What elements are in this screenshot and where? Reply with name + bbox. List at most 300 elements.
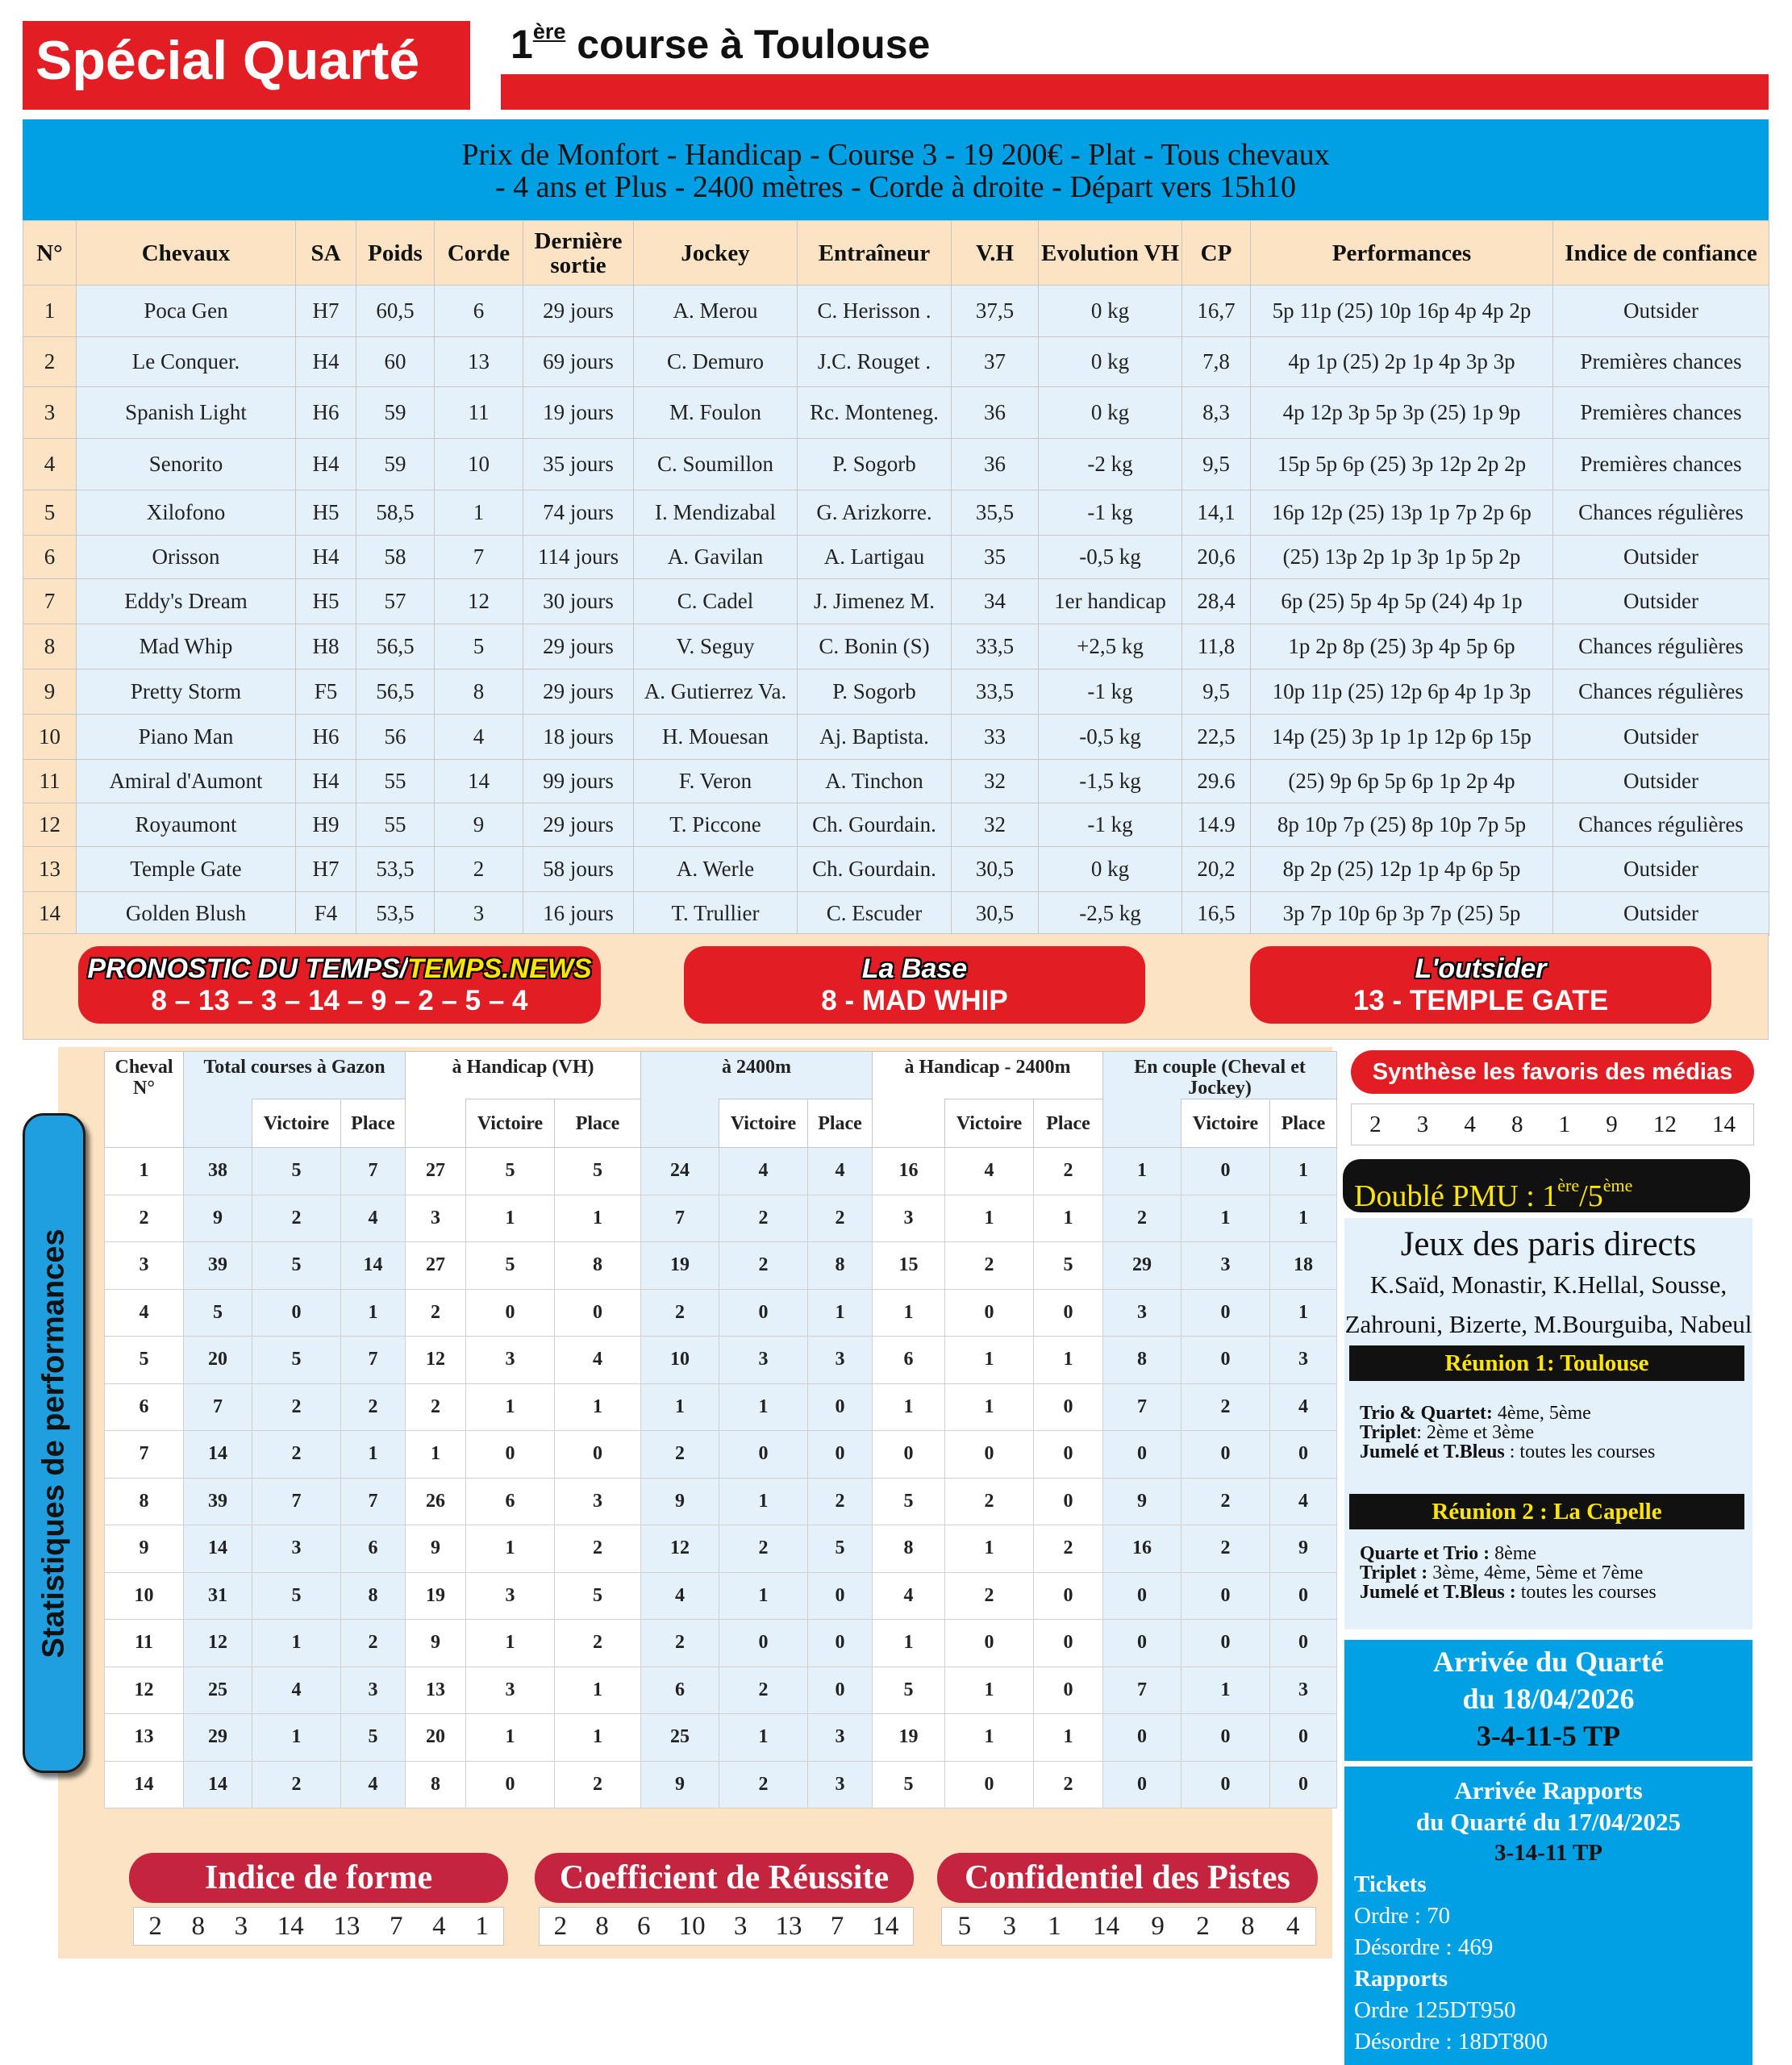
runner-cell: -1 kg (1039, 803, 1182, 847)
stats-cell: 1 (808, 1289, 873, 1337)
stats-cell: 18 (1270, 1242, 1337, 1290)
stats-cell: 4 (719, 1148, 808, 1195)
runner-cell: 11,8 (1182, 624, 1251, 670)
stats-row (105, 1289, 1337, 1337)
reunion1-title: Réunion 1: Toulouse (1349, 1345, 1744, 1381)
runner-cell: -1,5 kg (1039, 760, 1182, 803)
tickets-ordre: Ordre : 70 (1354, 1903, 1451, 1929)
stats-cell: 8 (555, 1242, 641, 1290)
runner-cell: Senorito (77, 439, 296, 490)
stats-cell: 1 (406, 1431, 466, 1479)
runner-cell: H. Mouesan (634, 715, 798, 760)
stats-cell: 5 (252, 1242, 341, 1290)
jeux-line2: Zahrouni, Bizerte, M.Bourguiba, Nabeul (1344, 1310, 1752, 1338)
stats-cell: 2 (252, 1761, 341, 1808)
stats-cell: 0 (808, 1383, 873, 1431)
stats-cell: 0 (808, 1572, 873, 1620)
stats-row (105, 1337, 1337, 1384)
runner-cell: 19 jours (523, 387, 634, 439)
stats-cell: 1 (873, 1289, 945, 1337)
runner-cell: 14 (23, 892, 77, 936)
runner-cell: 30 jours (523, 579, 634, 624)
runner-cell: Le Conquer. (77, 337, 296, 387)
stats-cell: 16 (1103, 1525, 1181, 1573)
outsider-title: L'outsider (1415, 953, 1547, 984)
stats-cell: 5 (252, 1148, 341, 1195)
runner-cell: 14.9 (1182, 803, 1251, 847)
stats-cell: 9 (406, 1620, 466, 1667)
col-header: Evolution VH (1039, 221, 1182, 286)
stats-cell: 0 (1103, 1431, 1181, 1479)
rapports-box (1344, 1767, 1752, 2065)
stats-cell: 0 (1103, 1572, 1181, 1620)
runner-row (23, 803, 1769, 847)
number-item: 14 (872, 1911, 899, 1941)
runner-cell: 5 (435, 624, 523, 670)
race-info-line2: - 4 ans et Plus - 2400 mètres - Corde à droite - Départ vers 15h10 (494, 170, 1297, 204)
confidentiel-pistes-numbers (941, 1907, 1316, 1946)
course-title (511, 19, 930, 68)
stats-cell: 4 (873, 1572, 945, 1620)
stats-cell: 0 (1181, 1148, 1270, 1195)
number-item: 3 (1002, 1911, 1016, 1941)
runner-cell: 20,2 (1182, 847, 1251, 892)
stats-row (105, 1148, 1337, 1195)
stats-cell: 0 (1103, 1714, 1181, 1762)
runner-cell: H4 (296, 337, 356, 387)
rapports-combo: 3-14-11 TP (1494, 1840, 1602, 1866)
runner-cell: 20,6 (1182, 536, 1251, 579)
stats-cell: 0 (1034, 1667, 1103, 1714)
stats-cell: 0 (1270, 1761, 1337, 1808)
runner-cell: 4p 12p 3p 5p 3p (25) 1p 9p (1251, 387, 1553, 439)
col-header: N° (23, 221, 77, 286)
col-header: Dernière sortie (523, 221, 634, 286)
reunion1-line2: Triplet: 2ème et 3ème (1360, 1422, 1535, 1443)
stats-cell: 0 (1034, 1289, 1103, 1337)
reunion1-line1: Trio & Quartet: 4ème, 5ème (1360, 1403, 1591, 1424)
runner-cell: -2,5 kg (1039, 892, 1182, 936)
stats-cell: 25 (641, 1714, 719, 1762)
runner-cell: Temple Gate (77, 847, 296, 892)
runner-row (23, 490, 1769, 536)
stats-subheader-total (406, 1099, 466, 1148)
col-header: V.H (952, 221, 1039, 286)
stats-cell: 0 (466, 1289, 555, 1337)
runner-cell: H6 (296, 715, 356, 760)
stats-row (105, 1478, 1337, 1525)
runner-cell: -0,5 kg (1039, 715, 1182, 760)
stats-cell: 7 (341, 1337, 406, 1384)
stats-header-handicap: à Handicap (VH) (406, 1052, 641, 1099)
stats-cell: 9 (1270, 1525, 1337, 1573)
number-item: 8 (1511, 1111, 1523, 1137)
race-info-banner (23, 119, 1769, 220)
runner-cell: Poca Gen (77, 286, 296, 337)
jeux-line1: K.Saïd, Monastir, K.Hellal, Sousse, (1369, 1270, 1727, 1299)
stats-row (105, 1383, 1337, 1431)
stats-cell: 2 (641, 1431, 719, 1479)
runner-row (23, 286, 1769, 337)
stats-cell: 3 (1181, 1242, 1270, 1290)
stats-cell: 6 (873, 1337, 945, 1384)
stats-cell: 2 (555, 1761, 641, 1808)
runner-cell: 12 (435, 579, 523, 624)
runner-cell: Eddy's Dream (77, 579, 296, 624)
runner-cell: H7 (296, 286, 356, 337)
runner-cell: 7 (23, 579, 77, 624)
runner-cell: 36 (952, 387, 1039, 439)
runner-cell: 56 (356, 715, 435, 760)
number-item: 7 (830, 1911, 844, 1941)
stats-cell: 0 (1103, 1761, 1181, 1808)
stats-cell: 5 (466, 1242, 555, 1290)
stats-cell: 0 (555, 1289, 641, 1337)
arrivee-quarte-box (1344, 1640, 1752, 1761)
stats-cell: 19 (873, 1714, 945, 1762)
runner-cell: 11 (23, 760, 77, 803)
runner-cell: 14 (435, 760, 523, 803)
stats-cell: 7 (1103, 1667, 1181, 1714)
stats-row (105, 1431, 1337, 1479)
runner-cell: Aj. Baptista. (798, 715, 952, 760)
number-item: 2 (148, 1911, 162, 1941)
coefficient-reussite-numbers (539, 1907, 914, 1946)
runner-cell: 33 (952, 715, 1039, 760)
stats-cell: 3 (466, 1337, 555, 1384)
stats-cell: 0 (873, 1431, 945, 1479)
number-item: 2 (553, 1911, 568, 1941)
stats-cell: 0 (1034, 1478, 1103, 1525)
stats-header-gazon: Total courses à Gazon (184, 1052, 406, 1099)
runner-cell: 13 (435, 337, 523, 387)
runner-cell: 33,5 (952, 624, 1039, 670)
runner-cell: 60 (356, 337, 435, 387)
indice-forme-pill: Indice de forme (129, 1853, 508, 1903)
runner-cell: 60,5 (356, 286, 435, 337)
col-header: Performances (1251, 221, 1553, 286)
col-header: SA (296, 221, 356, 286)
stats-cell: 14 (105, 1761, 184, 1808)
runner-cell: +2,5 kg (1039, 624, 1182, 670)
stats-cell: 1 (466, 1195, 555, 1242)
stats-cell: 2 (719, 1242, 808, 1290)
runner-cell: H7 (296, 847, 356, 892)
stats-row (105, 1572, 1337, 1620)
runner-cell: 7 (435, 536, 523, 579)
stats-cell: 16 (873, 1148, 945, 1195)
runner-cell: P. Sogorb (798, 670, 952, 715)
stats-cell: 4 (1270, 1383, 1337, 1431)
runner-cell: 74 jours (523, 490, 634, 536)
arrivee-title: Arrivée du Quarté (1433, 1646, 1664, 1678)
stats-subheader-total (641, 1099, 719, 1148)
stats-cell: 5 (1034, 1242, 1103, 1290)
stats-cell: 1 (945, 1383, 1034, 1431)
stats-row (105, 1195, 1337, 1242)
runner-cell: C. Demuro (634, 337, 798, 387)
stats-cell: 4 (945, 1148, 1034, 1195)
runner-cell: 28,4 (1182, 579, 1251, 624)
stats-cell: 20 (406, 1714, 466, 1762)
base-title: La Base (861, 953, 968, 984)
stats-cell: 4 (641, 1572, 719, 1620)
rapports-date: du Quarté du 17/04/2025 (1415, 1808, 1682, 1836)
outsider-pill (1250, 946, 1711, 1024)
runner-cell: 12 (23, 803, 77, 847)
number-item: 14 (1093, 1911, 1120, 1941)
stats-cell: 1 (341, 1431, 406, 1479)
tickets-label: Tickets (1354, 1871, 1427, 1897)
course-number-suffix: ère (532, 19, 566, 44)
runner-row (23, 760, 1769, 803)
rapports-ordre: Ordre 125DT950 (1354, 1997, 1516, 2023)
runner-cell: 4p 1p (25) 2p 1p 4p 3p 3p (1251, 337, 1553, 387)
arrivee-result: 3-4-11-5 TP (1476, 1720, 1621, 1752)
runner-row (23, 439, 1769, 490)
runner-cell: 55 (356, 760, 435, 803)
rapports-title: Arrivée Rapports (1454, 1776, 1643, 1804)
runner-row (23, 536, 1769, 579)
runner-cell: 22,5 (1182, 715, 1251, 760)
runner-cell: T. Trullier (634, 892, 798, 936)
stats-cell: 2 (719, 1667, 808, 1714)
runner-cell: 15p 5p 6p (25) 3p 12p 2p 2p (1251, 439, 1553, 490)
runner-cell: 1 (23, 286, 77, 337)
reunion2-line1: Quarte et Trio : 8ème (1360, 1543, 1537, 1564)
runner-cell: 114 jours (523, 536, 634, 579)
runner-cell: A. Merou (634, 286, 798, 337)
stats-cell: 1 (945, 1195, 1034, 1242)
number-item: 2 (1369, 1111, 1382, 1137)
stats-subheader-victoire: Victoire (719, 1099, 808, 1148)
stats-header-couple: En couple (Cheval et Jockey) (1103, 1052, 1337, 1099)
stats-cell: 2 (555, 1620, 641, 1667)
stats-cell: 1 (1034, 1714, 1103, 1762)
stats-cell: 13 (406, 1667, 466, 1714)
synthese-pill: Synthèse les favoris des médias (1351, 1050, 1754, 1094)
stats-subheader-place: Place (1270, 1099, 1337, 1148)
runner-cell: 29 jours (523, 624, 634, 670)
stats-cell: 0 (1034, 1572, 1103, 1620)
number-item: 1 (1048, 1911, 1061, 1941)
runner-cell: 8 (435, 670, 523, 715)
stats-cell: 0 (1034, 1383, 1103, 1431)
stats-cell: 2 (341, 1383, 406, 1431)
stats-cell: 1 (341, 1289, 406, 1337)
runner-cell: 5 (23, 490, 77, 536)
number-item: 4 (432, 1911, 446, 1941)
stats-cell: 1 (1181, 1667, 1270, 1714)
stats-cell: 8 (105, 1478, 184, 1525)
col-header: Indice de confiance (1553, 221, 1769, 286)
runner-cell: 8p 10p 7p (25) 8p 10p 7p 5p (1251, 803, 1553, 847)
stats-cell: 0 (466, 1431, 555, 1479)
stats-cell: 2 (1034, 1525, 1103, 1573)
stats-cell: 29 (184, 1714, 252, 1762)
runner-cell: -0,5 kg (1039, 536, 1182, 579)
runner-cell: F4 (296, 892, 356, 936)
stats-cell: 24 (641, 1148, 719, 1195)
base-pill (684, 946, 1145, 1024)
pronostic-section (23, 933, 1769, 1040)
stats-cell: 2 (1181, 1383, 1270, 1431)
stats-cell: 0 (719, 1431, 808, 1479)
stats-cell: 2 (1181, 1478, 1270, 1525)
stats-cell: 2 (105, 1195, 184, 1242)
stats-cell: 0 (1034, 1431, 1103, 1479)
stats-cell: 2 (719, 1525, 808, 1573)
runner-cell: A. Gavilan (634, 536, 798, 579)
stats-subheader-total (873, 1099, 945, 1148)
runner-cell: A. Gutierrez Va. (634, 670, 798, 715)
runner-row (23, 715, 1769, 760)
number-item: 4 (1464, 1111, 1476, 1137)
runner-cell: 16,5 (1182, 892, 1251, 936)
stats-cell: 3 (1270, 1337, 1337, 1384)
stats-cell: 10 (105, 1572, 184, 1620)
number-item: 8 (191, 1911, 205, 1941)
runner-cell: Outsider (1553, 760, 1769, 803)
runner-cell: 30,5 (952, 892, 1039, 936)
runner-cell: Outsider (1553, 536, 1769, 579)
runner-cell: H5 (296, 579, 356, 624)
stats-cell: 1 (641, 1383, 719, 1431)
runner-cell: Royaumont (77, 803, 296, 847)
stats-cell: 1 (719, 1478, 808, 1525)
stats-cell: 4 (105, 1289, 184, 1337)
stats-cell: 0 (1034, 1620, 1103, 1667)
stats-cell: 0 (252, 1289, 341, 1337)
rapports-label: Rapports (1354, 1966, 1448, 1992)
number-item: 12 (1652, 1111, 1677, 1137)
stats-header-cheval: Cheval N° (105, 1052, 184, 1148)
runner-cell: 32 (952, 760, 1039, 803)
col-header: Jockey (634, 221, 798, 286)
runner-cell: H4 (296, 536, 356, 579)
runner-cell: 55 (356, 803, 435, 847)
runner-cell: 18 jours (523, 715, 634, 760)
stats-cell: 5 (466, 1148, 555, 1195)
runner-cell: M. Foulon (634, 387, 798, 439)
stats-cell: 29 (1103, 1242, 1181, 1290)
runner-cell: T. Piccone (634, 803, 798, 847)
stats-cell: 12 (105, 1667, 184, 1714)
runner-row (23, 624, 1769, 670)
number-item: 1 (1558, 1111, 1571, 1137)
stats-cell: 1 (1181, 1195, 1270, 1242)
stats-cell: 4 (555, 1337, 641, 1384)
reunion2-title: Réunion 2 : La Capelle (1349, 1494, 1744, 1529)
runner-cell: C. Soumillon (634, 439, 798, 490)
runner-cell: 8,3 (1182, 387, 1251, 439)
stats-subheader-victoire: Victoire (945, 1099, 1034, 1148)
stats-cell: 3 (105, 1242, 184, 1290)
runner-cell: 29.6 (1182, 760, 1251, 803)
stats-cell: 6 (341, 1525, 406, 1573)
runner-cell: 14p (25) 3p 1p 1p 12p 6p 15p (1251, 715, 1553, 760)
runner-cell: P. Sogorb (798, 439, 952, 490)
runner-cell: H9 (296, 803, 356, 847)
runner-cell: 58,5 (356, 490, 435, 536)
runner-cell: C. Herisson . (798, 286, 952, 337)
runner-cell: Spanish Light (77, 387, 296, 439)
number-item: 9 (1151, 1911, 1165, 1941)
synthese-numbers (1351, 1103, 1754, 1145)
stats-cell: 0 (555, 1431, 641, 1479)
runner-cell: H6 (296, 387, 356, 439)
runner-row (23, 337, 1769, 387)
stats-subheader-victoire: Victoire (1181, 1099, 1270, 1148)
indice-forme-numbers (133, 1907, 504, 1946)
stats-cell: 1 (1034, 1195, 1103, 1242)
stats-cell: 1 (1103, 1148, 1181, 1195)
runner-cell: H4 (296, 439, 356, 490)
stats-cell: 5 (105, 1337, 184, 1384)
number-item: 9 (1606, 1111, 1618, 1137)
stats-cell: 1 (945, 1525, 1034, 1573)
stats-cell: 14 (184, 1431, 252, 1479)
runner-cell: 0 kg (1039, 337, 1182, 387)
runner-cell: 34 (952, 579, 1039, 624)
runner-cell: 33,5 (952, 670, 1039, 715)
stats-cell: 9 (406, 1525, 466, 1573)
pronostic-title: PRONOSTIC DU TEMPS/TEMPS.NEWS (87, 953, 592, 984)
runner-cell: Golden Blush (77, 892, 296, 936)
runner-cell: 35 (952, 536, 1039, 579)
stats-cell: 1 (719, 1714, 808, 1762)
runner-cell: Outsider (1553, 286, 1769, 337)
stats-cell: 0 (1181, 1714, 1270, 1762)
stats-cell: 19 (641, 1242, 719, 1290)
stats-cell: 12 (406, 1337, 466, 1384)
stats-cell: 5 (252, 1337, 341, 1384)
stats-cell: 2 (252, 1431, 341, 1479)
runner-cell: 37 (952, 337, 1039, 387)
runner-cell: 13 (23, 847, 77, 892)
runner-cell: 59 (356, 387, 435, 439)
stats-cell: 2 (406, 1289, 466, 1337)
stats-cell: 2 (1034, 1761, 1103, 1808)
runner-cell: (25) 13p 2p 1p 3p 1p 5p 2p (1251, 536, 1553, 579)
runner-cell: Orisson (77, 536, 296, 579)
stats-cell: 5 (341, 1714, 406, 1762)
stats-cell: 1 (105, 1148, 184, 1195)
double-pmu-box: Doublé PMU : 1ère/5ème (1343, 1159, 1750, 1212)
runner-cell: A. Tinchon (798, 760, 952, 803)
runner-cell: A. Lartigau (798, 536, 952, 579)
runner-cell: 3 (23, 387, 77, 439)
number-item: 5 (957, 1911, 972, 1941)
stats-cell: 5 (808, 1525, 873, 1573)
reunion2-line3: Jumelé et T.Bleus : toutes les courses (1360, 1582, 1657, 1603)
runner-cell: 3 (435, 892, 523, 936)
stats-cell: 2 (719, 1761, 808, 1808)
runner-row (23, 847, 1769, 892)
stats-row (105, 1242, 1337, 1290)
stats-cell: 20 (184, 1337, 252, 1384)
runner-cell: 11 (435, 387, 523, 439)
stats-cell: 9 (1103, 1478, 1181, 1525)
number-item: 8 (595, 1911, 609, 1941)
stats-cell: 2 (252, 1383, 341, 1431)
stats-cell: 1 (466, 1620, 555, 1667)
stats-cell: 3 (808, 1761, 873, 1808)
stats-cell: 26 (406, 1478, 466, 1525)
stats-cell: 2 (1034, 1148, 1103, 1195)
runner-cell: C. Escuder (798, 892, 952, 936)
runner-cell: Outsider (1553, 847, 1769, 892)
